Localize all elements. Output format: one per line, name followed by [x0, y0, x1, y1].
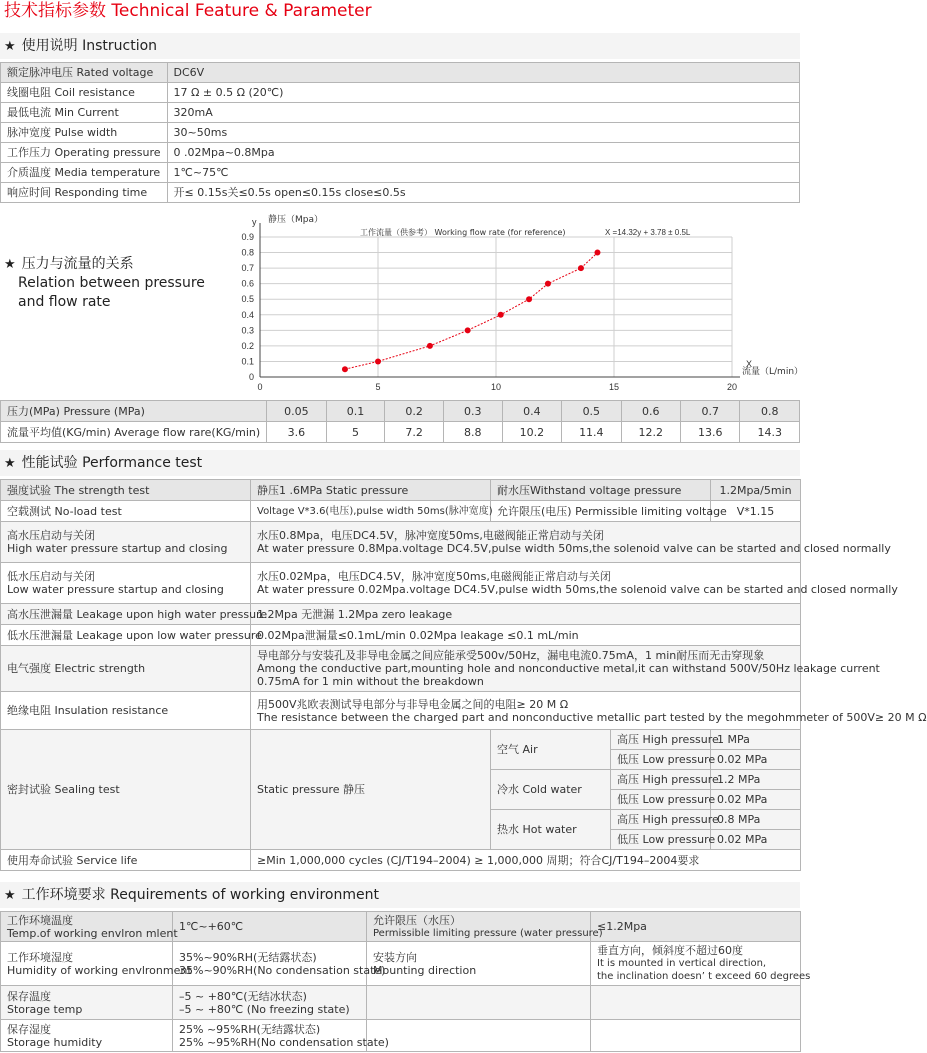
y-tick-label: 0.3 — [241, 325, 254, 336]
cell — [251, 646, 880, 692]
cell — [367, 986, 591, 1020]
table-row — [1, 730, 801, 750]
table-row — [1, 401, 800, 422]
x-tick-label: 20 — [726, 382, 738, 392]
table-row — [1, 604, 801, 625]
table-row — [1, 646, 801, 692]
flow-cell: 14.3 — [740, 422, 800, 443]
cell-label: 额定脉冲电压 Rated voltage — [1, 63, 168, 83]
pressure-cell: 0.5 — [562, 401, 621, 422]
cell-line: 35%~90%RH(无结露状态) — [179, 950, 317, 964]
cell: 1.2Mpa/5min — [711, 480, 801, 501]
chart-title: 工作流量（供参考） Working flow rate (for reference) — [360, 228, 566, 237]
table-row — [1, 850, 801, 871]
cell-line: 工作环境温度 — [7, 913, 73, 927]
x-axis-letter: X — [746, 359, 753, 369]
cell: 热水 Hot water — [491, 810, 611, 850]
x-tick-label: 15 — [608, 382, 620, 392]
cell-line: 水压0.02Mpa，电压DC4.5V，脉冲宽度50ms,电磁阀能正常启动与关闭 — [257, 570, 611, 583]
table-row — [1, 63, 800, 83]
cell-line: 用500V兆欧表测试导电部分与非导电金属之间的电阻≥ 20 M Ω — [257, 697, 569, 711]
cell-label: 工作压力 Operating pressure — [1, 143, 168, 163]
cell: 使用寿命试验 Service life — [1, 850, 251, 871]
cell-value: 30~50ms — [167, 123, 799, 143]
table-row — [1, 563, 801, 604]
cell-line: At water pressure 0.02Mpa.voltage DC4.5V,pulse width 50ms,the solenoid valve can be started and closed normally — [257, 583, 898, 596]
y-tick-label: 0.8 — [241, 247, 254, 258]
cell: 1.2 MPa — [711, 770, 801, 790]
flow-cell: 8.8 — [443, 422, 502, 443]
relation-heading — [4, 254, 134, 275]
cell: 1 MPa — [711, 730, 801, 750]
cell: 0.02Mpa泄漏量≤0.1mL/min 0.02Mpa leakage ≤0.1 mL/min — [251, 625, 801, 646]
cell-label: 响应时间 Responding time — [1, 183, 168, 203]
cell — [173, 986, 367, 1020]
cell-label: 最低电流 Min Current — [1, 103, 168, 123]
data-point — [498, 312, 504, 318]
cell-line: 水压0.8Mpa，电压DC4.5V，脉冲宽度50ms,电磁阀能正常启动与关闭 — [257, 529, 604, 542]
table-row — [1, 183, 800, 203]
y-tick-label: 0.7 — [241, 263, 254, 274]
cell-line: 高水压启动与关闭 — [7, 529, 95, 542]
cell: V*1.15 — [711, 501, 801, 522]
cell: 静压1 .6MPa Static pressure — [251, 480, 491, 501]
data-point — [594, 250, 600, 256]
cell: ≤1.2Mpa — [591, 912, 801, 942]
cell — [173, 942, 386, 986]
cell: 耐水压Withstand voltage pressure — [491, 480, 711, 501]
data-point — [526, 296, 532, 302]
cell: 强度试验 The strength test — [1, 480, 251, 501]
cell: 电气强度 Electric strength — [1, 646, 251, 692]
x-tick-label: 10 — [490, 382, 502, 392]
cell: 0.02 MPa — [711, 830, 801, 850]
y-axis-label: 静压（Mpa） — [268, 215, 323, 225]
cell: Static pressure 静压 — [251, 730, 491, 850]
cell: 允许限压(电压) Permissible limiting voltage — [491, 501, 711, 522]
cell-line: –5 ~ +80℃ (No freezing state) — [179, 1002, 350, 1016]
cell-value: 1℃~75℃ — [167, 163, 799, 183]
data-point — [578, 265, 584, 271]
y-tick-label: 0.6 — [241, 278, 254, 289]
flow-cell: 11.4 — [562, 422, 621, 443]
cell: 低压 Low pressure — [611, 750, 711, 770]
cell: 空气 Air — [491, 730, 611, 770]
cell-value: 开≤ 0.15s关≤0.5s open≤0.15s close≤0.5s — [167, 183, 799, 203]
flow-cell: 12.2 — [621, 422, 680, 443]
pressure-cell: 0.05 — [267, 401, 326, 422]
cell-line: 25% ~95%RH(No condensation state) — [179, 1035, 389, 1049]
y-tick-label: 0.4 — [241, 309, 254, 320]
table-row — [1, 942, 801, 986]
cell-line: Humidity of working envlronment — [7, 963, 192, 977]
y-axis-letter: y — [252, 217, 257, 227]
data-point — [545, 281, 551, 287]
cell: 1.2Mpa 无泄漏 1.2Mpa zero leakage — [251, 604, 801, 625]
cell-line: 35%~90%RH(No condensation state) — [179, 963, 386, 977]
pressure-cell: 0.2 — [385, 401, 444, 422]
cell — [1, 1020, 173, 1052]
data-point — [465, 327, 471, 333]
cell — [591, 942, 811, 986]
environment-heading-text: 工作环境要求 Requirements of working environment — [21, 887, 379, 903]
cell-line: the inclination doesn’ t exceed 60 degrees — [597, 971, 811, 982]
table-row — [1, 103, 800, 123]
table-row — [1, 501, 801, 522]
flow-cell: 10.2 — [502, 422, 561, 443]
table-row — [1, 480, 801, 501]
pressure-flow-table — [0, 400, 800, 443]
cell-line: Temp.of working envlron mlent — [7, 926, 178, 940]
cell — [367, 1020, 591, 1052]
cell-label: 介质温度 Media temperature — [1, 163, 168, 183]
pressure-cell: 0.4 — [502, 401, 561, 422]
star-icon: ★ — [4, 456, 16, 471]
environment-heading — [4, 883, 379, 907]
flow-cell: 7.2 — [385, 422, 444, 443]
cell: 空载测试 No-load test — [1, 501, 251, 522]
table-row — [1, 422, 800, 443]
cell-value: 320mA — [167, 103, 799, 123]
cell — [1, 563, 251, 604]
cell-line: 保存温度 — [7, 989, 51, 1003]
cell: 0.8 MPa — [711, 810, 801, 830]
table-row — [1, 143, 800, 163]
cell-label: 线圈电阻 Coil resistance — [1, 83, 168, 103]
table-row — [1, 1020, 801, 1052]
cell: 绝缘电阻 Insulation resistance — [1, 692, 251, 730]
cell: 高压 High pressure — [611, 770, 711, 790]
cell — [251, 692, 927, 730]
cell-line: 导电部分与安装孔及非导电金属之间应能承受500v/50Hz，漏电电流0.75mA，1 min耐压而无击穿现象 — [257, 649, 765, 662]
cell — [367, 942, 591, 986]
performance-table — [0, 479, 927, 871]
cell: 1℃~+60℃ — [173, 912, 367, 942]
chart-formula: X =14.32y + 3.78 ± 0.5L — [605, 228, 691, 237]
cell — [251, 563, 898, 604]
flow-cell: 5 — [326, 422, 385, 443]
cell-line: Permissible limiting pressure (water pressure) — [373, 927, 603, 939]
cell-value: 0 .02Mpa~0.8Mpa — [167, 143, 799, 163]
cell-line: Storage humidity — [7, 1035, 103, 1049]
cell-line: High water pressure startup and closing — [7, 542, 228, 555]
cell-line: 允许限压（水压） — [373, 913, 461, 927]
performance-heading-text: 性能试验 Performance test — [21, 455, 203, 471]
cell: 高压 High pressure — [611, 810, 711, 830]
cell-value: DC6V — [167, 63, 799, 83]
x-tick-label: 0 — [257, 382, 263, 392]
relation-heading-en1: Relation between pressure — [18, 275, 205, 291]
table-row — [1, 522, 801, 563]
cell-label: 脉冲宽度 Pulse width — [1, 123, 168, 143]
pressure-cell: 0.3 — [443, 401, 502, 422]
pressure-cell: 0.7 — [681, 401, 740, 422]
pressure-cell: 0.8 — [740, 401, 800, 422]
cell-line: Among the conductive part,mounting hole and nonconductive metal,it can withstand 500V/50Hz leakage current — [257, 662, 880, 675]
y-tick-label: 0.2 — [241, 340, 254, 351]
cell-line: 0.75mA for 1 min without the breakdown — [257, 675, 484, 688]
relation-heading-en2: and flow rate — [18, 294, 111, 310]
performance-heading — [4, 451, 202, 475]
cell: 低压 Low pressure — [611, 830, 711, 850]
cell: Voltage V*3.6(电压),pulse width 50ms(脉冲宽度) — [251, 501, 491, 522]
flow-cell: 13.6 — [681, 422, 740, 443]
flow-cell: 3.6 — [267, 422, 326, 443]
data-point — [427, 343, 433, 349]
star-icon: ★ — [4, 257, 16, 272]
cell-line: The resistance between the charged part and nonconductive metallic part tested by the megohmmeter of 500V≥ 20 M Ω — [257, 710, 927, 724]
cell-line: At water pressure 0.8Mpa.voltage DC4.5V,pulse width 50ms,the solenoid valve can be started and closed normally — [257, 542, 891, 555]
table-row — [1, 986, 801, 1020]
page-title: 技术指标参数 Technical Feature & Parameter — [4, 1, 372, 21]
y-tick-label: 0 — [248, 372, 254, 382]
star-icon: ★ — [4, 888, 16, 903]
table-row — [1, 83, 800, 103]
cell: 密封试验 Sealing test — [1, 730, 251, 850]
y-tick-label: 0.1 — [241, 356, 254, 367]
y-tick-label: 0.5 — [241, 294, 254, 305]
x-tick-label: 5 — [375, 382, 381, 392]
series-line — [345, 253, 598, 370]
table-row — [1, 912, 801, 942]
table-row — [1, 123, 800, 143]
pressure-cell: 0.1 — [326, 401, 385, 422]
cell — [591, 1020, 801, 1052]
cell-line: 25% ~95%RH(无结露状态) — [179, 1022, 321, 1036]
table-row — [1, 625, 801, 646]
instruction-heading-text: 使用说明 Instruction — [21, 38, 158, 54]
cell — [591, 986, 801, 1020]
pressure-cell: 0.6 — [621, 401, 680, 422]
cell-line: Low water pressure startup and closing — [7, 583, 224, 596]
data-point — [375, 358, 381, 364]
table-row — [1, 163, 800, 183]
cell-line: 工作环境湿度 — [7, 950, 73, 964]
cell: 冷水 Cold water — [491, 770, 611, 810]
y-tick-label: 0.9 — [241, 232, 254, 242]
cell-line: Mounting direction — [373, 963, 477, 977]
data-point — [342, 366, 348, 372]
relation-heading-cn: 压力与流量的关系 — [21, 256, 134, 272]
pressure-flow-chart — [230, 205, 804, 395]
x-axis-label: 流量（L/min） — [742, 367, 804, 377]
cell — [1, 912, 178, 942]
cell-line: 保存湿度 — [7, 1022, 51, 1036]
row-label: 压力(MPa) Pressure (MPa) — [1, 401, 267, 422]
table-row — [1, 692, 801, 730]
star-icon: ★ — [4, 39, 16, 54]
cell — [1, 942, 192, 986]
cell-line: 低水压启动与关闭 — [7, 570, 95, 583]
cell: 高压 High pressure — [611, 730, 711, 750]
instruction-table — [0, 62, 800, 203]
cell — [251, 522, 891, 563]
cell: 高水压泄漏量 Leakage upon high water pressure — [1, 604, 251, 625]
cell: 0.02 MPa — [711, 750, 801, 770]
cell: 0.02 MPa — [711, 790, 801, 810]
cell — [1, 522, 251, 563]
cell-line: –5 ~ +80℃(无结冰状态) — [179, 989, 307, 1003]
cell: 低压 Low pressure — [611, 790, 711, 810]
cell-line: It is mounted in vertical direction, — [597, 958, 767, 969]
cell-line: 垂直方向，倾斜度不超过60度 — [597, 944, 743, 957]
cell — [1, 986, 173, 1020]
cell — [173, 1020, 389, 1052]
cell: 低水压泄漏量 Leakage upon low water pressure — [1, 625, 251, 646]
cell — [367, 912, 603, 942]
cell-value: 17 Ω ± 0.5 Ω (20℃) — [167, 83, 799, 103]
instruction-heading — [4, 34, 157, 58]
cell: ≥Min 1,000,000 cycles (CJ/T194–2004) ≥ 1,000,000 周期；符合CJ/T194–2004要求 — [251, 850, 801, 871]
row-label: 流量平均值(KG/min) Average flow rare(KG/min) — [1, 422, 267, 443]
cell-line: 安装方向 — [373, 950, 417, 964]
environment-table — [0, 911, 811, 1052]
cell-line: Storage temp — [7, 1002, 83, 1016]
